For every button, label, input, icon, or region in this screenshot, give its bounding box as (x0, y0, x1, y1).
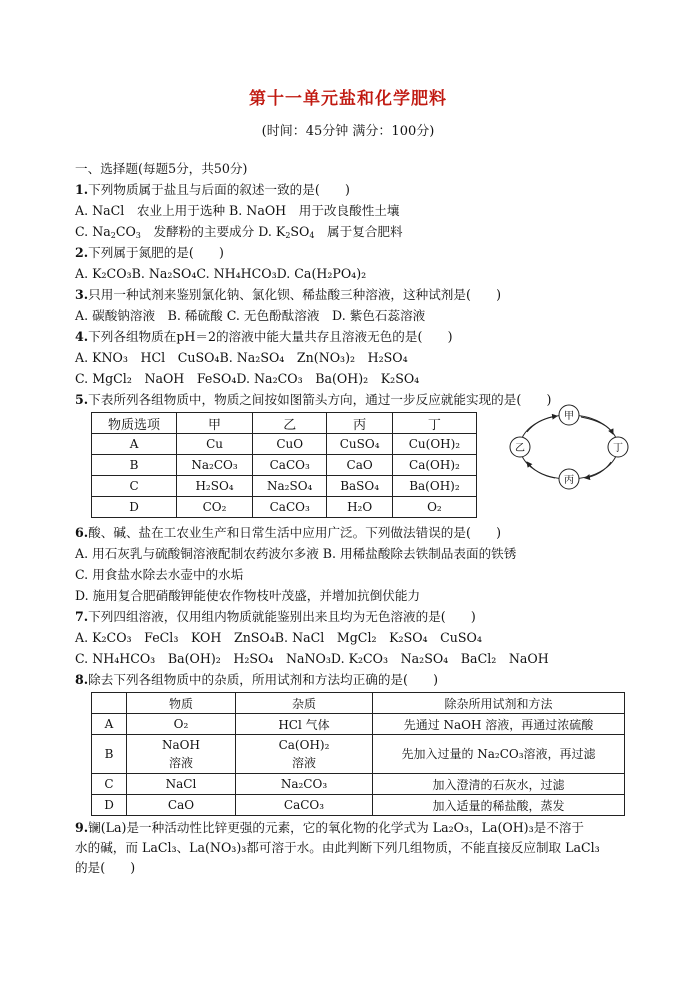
node-label: 丁 (613, 443, 623, 454)
table-cell: B (92, 735, 127, 774)
table-cell: H₂SO₄ (177, 476, 253, 497)
table-cell: Cu (177, 434, 253, 455)
reaction-cycle-diagram (507, 402, 632, 492)
table-header-cell: 物质 (127, 693, 236, 714)
table-row (92, 497, 477, 518)
table-header-cell: 丁 (392, 413, 476, 434)
question-number: 9. (75, 820, 89, 835)
table-header-cell: 甲 (177, 413, 253, 434)
arrow (585, 462, 611, 478)
question-5-table (91, 412, 477, 518)
table-header-row (92, 413, 477, 434)
table-header-cell (92, 693, 127, 714)
question-text: 下表所列各组物质中，物质之间按如图箭头方向，通过一步反应就能实现的是( ) (88, 392, 552, 407)
question-number: 6. (75, 525, 89, 540)
question-number: 7. (75, 609, 89, 624)
question-4-stem (75, 326, 635, 347)
table-cell: 加入澄清的石灰水，过滤 (373, 774, 625, 795)
table-cell: O₂ (127, 714, 236, 735)
table-cell: Ba(OH)₂ (392, 476, 476, 497)
table-header-cell: 乙 (253, 413, 327, 434)
arrow (527, 462, 555, 478)
table-row (92, 774, 625, 795)
question-9-line-2: 水的碱，而 LaCl₃、La(NO₃)₃都可溶于水。由此判断下列几组物质，不能直接反应制取 LaCl₃ (75, 840, 600, 855)
question-5-block (75, 412, 635, 522)
arrow (581, 417, 613, 434)
question-number: 3. (75, 287, 89, 302)
table-cell: C (92, 476, 177, 497)
option-text: SO (290, 224, 310, 239)
question-3-stem (75, 284, 635, 305)
table-cell: Ca(OH)₂ (392, 455, 476, 476)
question-number: 1. (75, 182, 89, 197)
table-row (92, 714, 625, 735)
question-text: 只用一种试剂来鉴别氯化钠、氯化钡、稀盐酸三种溶液，这种试剂是( ) (88, 287, 501, 302)
question-4-options-cd: C. MgCl₂ NaOH FeSO₄D. Na₂CO₃ Ba(OH)₂ K₂SO₄ (75, 371, 420, 386)
node-label: 甲 (564, 411, 574, 422)
subscript: 4 (309, 231, 315, 240)
option-text: 发酵粉的主要成分 D. K (140, 224, 286, 239)
table-row (92, 455, 477, 476)
question-text: 镧(La)是一种活动性比锌更强的元素，它的氧化物的化学式为 La₂O₃，La(OH)₃是不溶于 (88, 820, 585, 835)
question-4-options-ab: A. KNO₃ HCl CuSO₄B. Na₂SO₄ Zn(NO₃)₂ H₂SO₄ (75, 350, 408, 365)
table-cell: H₂O (327, 497, 392, 518)
table-cell: Na₂CO₃ (177, 455, 253, 476)
table-header-cell: 物质选项 (92, 413, 177, 434)
table-row (92, 434, 477, 455)
table-row (92, 476, 477, 497)
subscript: 3 (135, 231, 141, 240)
question-6-option-c: C. 用食盐水除去水壶中的水垢 (75, 567, 244, 582)
question-1-options-ab: A. NaCl 农业上用于选种 B. NaOH 用于改良酸性土壤 (75, 203, 400, 218)
question-3-options: A. 碳酸钠溶液 B. 稀硫酸 C. 无色酚酞溶液 D. 紫色石蕊溶液 (75, 308, 426, 323)
question-number: 2. (75, 245, 89, 260)
option-text: 属于复合肥料 (314, 224, 403, 239)
question-7-stem (75, 606, 635, 627)
option-text: C. Na (75, 224, 111, 239)
table-cell: NaCl (127, 774, 236, 795)
table-cell: O₂ (392, 497, 476, 518)
subscript: 2 (110, 231, 116, 240)
question-1-stem (75, 179, 635, 200)
question-8-stem (75, 669, 635, 690)
table-cell: A (92, 714, 127, 735)
table-header-cell: 杂质 (236, 693, 373, 714)
table-row (92, 735, 625, 774)
question-6-stem (75, 522, 635, 543)
table-cell: 先通过 NaOH 溶液，再通过浓硫酸 (373, 714, 625, 735)
question-9-line-3: 的是( ) (75, 860, 136, 875)
question-number: 4. (75, 329, 89, 344)
question-6-options-ab: A. 用石灰乳与硫酸铜溶液配制农药波尔多液 B. 用稀盐酸除去铁制品表面的铁锈 (75, 546, 517, 561)
question-number: 5. (75, 392, 89, 407)
question-9 (75, 818, 635, 878)
table-cell: HCl 气体 (236, 714, 373, 735)
table-header-cell: 除杂所用试剂和方法 (373, 693, 625, 714)
node-label: 乙 (515, 443, 525, 454)
question-1-options-cd (75, 221, 635, 242)
table-cell: 加入适量的稀盐酸，蒸发 (373, 795, 625, 816)
question-text: 酸、碱、盐在工农业生产和日常生活中应用广泛。下列做法错误的是( ) (88, 525, 501, 540)
question-2-options: A. K₂CO₃B. Na₂SO₄C. NH₄HCO₃D. Ca(H₂PO₄)₂ (75, 266, 367, 281)
exam-content (75, 158, 635, 878)
arrow (527, 416, 557, 432)
option-text: CO (115, 224, 136, 239)
table-row (92, 795, 625, 816)
table-cell: A (92, 434, 177, 455)
question-8-table (91, 692, 625, 816)
section-heading: 一、选择题(每题5分，共50分) (75, 161, 248, 176)
table-header-cell: 丙 (327, 413, 392, 434)
question-text: 下列各组物质在pH＝2的溶液中能大量共存且溶液无色的是( ) (88, 329, 453, 344)
question-text: 除去下列各组物质中的杂质，所用试剂和方法均正确的是( ) (88, 672, 439, 687)
table-cell: 先加入过量的 Na₂CO₃溶液，再过滤 (373, 735, 625, 774)
page-title: 第十一单元盐和化学肥料 (249, 89, 447, 109)
table-cell: CaO (127, 795, 236, 816)
question-9-line-1 (75, 818, 635, 838)
page-subtitle: (时间：45分钟 满分：100分) (261, 124, 435, 139)
question-text: 下列物质属于盐且与后面的叙述一致的是( ) (88, 182, 350, 197)
table-cell: CuO (253, 434, 327, 455)
table-cell: Na₂CO₃ (236, 774, 373, 795)
table-cell: Cu(OH)₂ (392, 434, 476, 455)
question-2-stem (75, 242, 635, 263)
table-cell: D (92, 497, 177, 518)
table-cell: CO₂ (177, 497, 253, 518)
table-cell: CaCO₃ (253, 497, 327, 518)
subscript: 2 (285, 231, 291, 240)
table-cell: Na₂SO₄ (253, 476, 327, 497)
question-number: 8. (75, 672, 89, 687)
question-7-options-ab: A. K₂CO₃ FeCl₃ KOH ZnSO₄B. NaCl MgCl₂ K₂SO₄ CuSO₄ (75, 630, 482, 645)
question-7-options-cd: C. NH₄HCO₃ Ba(OH)₂ H₂SO₄ NaNO₃D. K₂CO₃ Na₂SO₄ BaCl₂ NaOH (75, 651, 549, 666)
table-cell: C (92, 774, 127, 795)
table-cell: B (92, 455, 177, 476)
table-cell: Ca(OH)₂ 溶液 (236, 735, 373, 774)
table-cell: NaOH 溶液 (127, 735, 236, 774)
node-label: 丙 (564, 475, 574, 486)
table-cell: CuSO₄ (327, 434, 392, 455)
table-cell: CaCO₃ (253, 455, 327, 476)
table-cell: D (92, 795, 127, 816)
table-cell: CaO (327, 455, 392, 476)
question-6-option-d: D. 施用复合肥硝酸钾能使农作物枝叶茂盛，并增加抗倒伏能力 (75, 588, 421, 603)
question-text: 下列属于氮肥的是( ) (88, 245, 224, 260)
table-header-row (92, 693, 625, 714)
question-text: 下列四组溶液，仅用组内物质就能鉴别出来且均为无色溶液的是( ) (88, 609, 476, 624)
table-cell: BaSO₄ (327, 476, 392, 497)
table-cell: CaCO₃ (236, 795, 373, 816)
